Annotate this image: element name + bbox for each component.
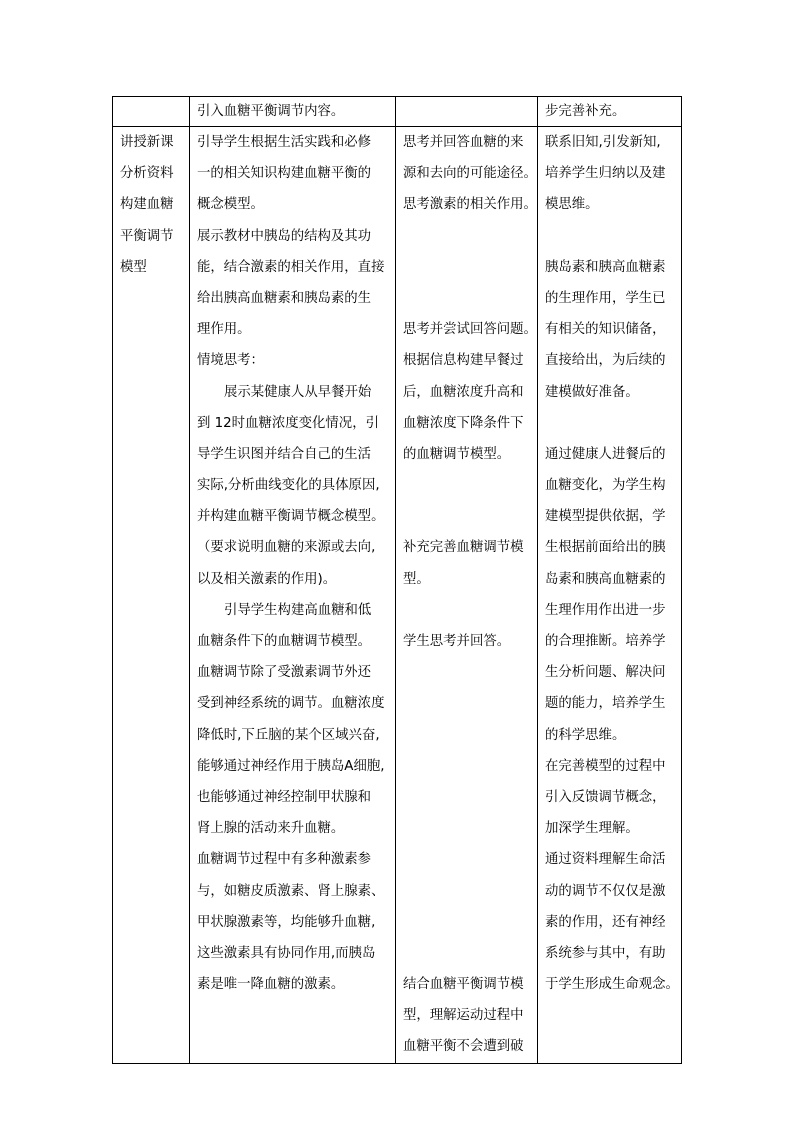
text-line: 题的能力，培养学生 bbox=[545, 696, 666, 712]
text-line: 构建血糖 bbox=[120, 197, 174, 213]
text-line: 血糖浓度下降条件下 bbox=[403, 415, 524, 431]
text-line: 给出胰高血糖素和胰岛素的生 bbox=[197, 290, 372, 306]
text-line: 血糖调节除了受激素调节外还 bbox=[197, 665, 372, 681]
lesson-plan-table bbox=[112, 96, 682, 1064]
text-line: 分析资料 bbox=[120, 166, 174, 182]
text-line: 源和去向的可能途径。 bbox=[403, 166, 537, 182]
text-line: 甲状腺激素等，均能够升血糖, bbox=[197, 914, 376, 930]
text-line: 思考激素的相关作用。 bbox=[403, 197, 537, 213]
text-line: 学生思考并回答。 bbox=[403, 634, 511, 649]
text-line: 肾上腺的活动来升血糖。 bbox=[197, 821, 345, 837]
text-line: 导学生识图并结合自己的生活 bbox=[197, 446, 372, 462]
text-line: 模型 bbox=[120, 259, 147, 275]
text-line: 能，结合激素的相关作用，直接 bbox=[197, 259, 385, 275]
stage-cell bbox=[113, 97, 190, 127]
text-line: 建模型提供依据，学 bbox=[545, 509, 666, 525]
text-line: 能够通过神经作用于胰岛A细胞, bbox=[197, 758, 385, 774]
text-line: 结合血糖平衡调节模 bbox=[403, 977, 524, 993]
text-line: 加深学生理解。 bbox=[545, 821, 639, 837]
text-line: 与，如糖皮质激素、肾上腺素、 bbox=[197, 883, 385, 899]
text-line: 并构建血糖平衡调节概念模型。 bbox=[197, 509, 385, 525]
text-line: 步完善补充。 bbox=[545, 104, 626, 119]
text-line: 的生理作用，学生已 bbox=[545, 290, 666, 306]
text-line: 的合理推断。培养学 bbox=[545, 634, 666, 649]
teacher-activity-cell bbox=[190, 97, 396, 127]
text-line: 素的作用，还有神经 bbox=[545, 914, 666, 930]
text-line: 思考并尝试回答问题。 bbox=[403, 322, 537, 338]
text-line: 血糖变化，为学生构 bbox=[545, 478, 666, 494]
text-line: 于学生形成生命观念。 bbox=[545, 977, 679, 993]
text-line: 引入反馈调节概念， bbox=[545, 789, 666, 805]
text-line: 生根据前面给出的胰 bbox=[545, 540, 666, 556]
text-line: 动的调节不仅仅是激 bbox=[545, 883, 666, 899]
text-line: 引导学生构建高血糖和低 bbox=[224, 602, 372, 618]
text-line: 到 12时血糖浓度变化情况，引 bbox=[197, 415, 379, 431]
text-line: 讲授新课 bbox=[120, 135, 174, 150]
text-line: 实际,分析曲线变化的具体原因, bbox=[197, 478, 380, 494]
text-line: 型，理解运动过程中 bbox=[403, 1008, 524, 1024]
text-line: 引导学生根据生活实践和必修 bbox=[197, 135, 372, 150]
text-line: 以及相关激素的作用)。 bbox=[197, 571, 337, 587]
text-line: 展示教材中胰岛的结构及其功 bbox=[197, 228, 372, 244]
stage-cell bbox=[113, 127, 190, 1064]
text-line: 补充完善血糖调节模 bbox=[403, 540, 524, 556]
student-activity-cell bbox=[396, 127, 538, 1064]
text-line: 思考并回答血糖的来 bbox=[403, 135, 524, 150]
text-line: 后，血糖浓度升高和 bbox=[403, 384, 524, 400]
text-line: 降低时,下丘脑的某个区域兴奋, bbox=[197, 727, 380, 743]
text-line: 血糖调节过程中有多种激素参 bbox=[197, 852, 372, 868]
text-line: 岛素和胰高血糖素的 bbox=[545, 571, 666, 587]
text-line: （要求说明血糖的来源或去向, bbox=[197, 540, 376, 556]
table-row bbox=[113, 97, 682, 127]
text-line: 通过资料理解生命活 bbox=[545, 852, 666, 868]
text-line: 血糖条件下的血糖调节模型。 bbox=[197, 634, 372, 649]
text-line: 理作用。 bbox=[197, 322, 251, 338]
text-line: 生理作用作出进一步 bbox=[545, 602, 666, 618]
text-line: 型。 bbox=[403, 571, 430, 587]
text-line: 模思维。 bbox=[545, 197, 599, 213]
design-intent-cell bbox=[538, 127, 682, 1064]
student-activity-cell bbox=[396, 97, 538, 127]
text-line: 胰岛素和胰高血糖素 bbox=[545, 259, 666, 275]
text-line: 这些激素具有协同作用,而胰岛 bbox=[197, 945, 376, 961]
text-line: 受到神经系统的调节。血糖浓度 bbox=[197, 696, 385, 712]
text-line: 素是唯一降血糖的激素。 bbox=[197, 977, 345, 993]
text-line: 概念模型。 bbox=[197, 197, 264, 213]
text-line: 也能够通过神经控制甲状腺和 bbox=[197, 789, 372, 805]
text-line: 展示某健康人从早餐开始 bbox=[224, 384, 372, 400]
text-line: 根据信息构建早餐过 bbox=[403, 353, 524, 369]
text-line: 培养学生归纳以及建 bbox=[545, 166, 666, 182]
design-intent-cell bbox=[538, 97, 682, 127]
text-line: 在完善模型的过程中 bbox=[545, 758, 666, 774]
text-line: 生分析问题、解决问 bbox=[545, 665, 666, 681]
text-line: 血糖平衡不会遭到破 bbox=[403, 1039, 524, 1055]
text-line: 联系旧知,引发新知, bbox=[545, 135, 661, 150]
text-line: 一的相关知识构建血糖平衡的 bbox=[197, 166, 372, 182]
text-line: 系统参与其中，有助 bbox=[545, 945, 666, 961]
text-line: 的血糖调节模型。 bbox=[403, 446, 511, 462]
text-line: 有相关的知识储备， bbox=[545, 322, 666, 338]
text-line: 引入血糖平衡调节内容。 bbox=[197, 104, 345, 119]
text-line: 的科学思维。 bbox=[545, 727, 626, 743]
teacher-activity-cell bbox=[190, 127, 396, 1064]
text-line: 平衡调节 bbox=[120, 228, 174, 244]
text-line: 情境思考： bbox=[197, 353, 264, 369]
text-line: 直接给出，为后续的 bbox=[545, 353, 666, 369]
text-line: 建模做好准备。 bbox=[545, 384, 639, 400]
table-row bbox=[113, 127, 682, 1064]
text-line: 通过健康人进餐后的 bbox=[545, 446, 666, 462]
